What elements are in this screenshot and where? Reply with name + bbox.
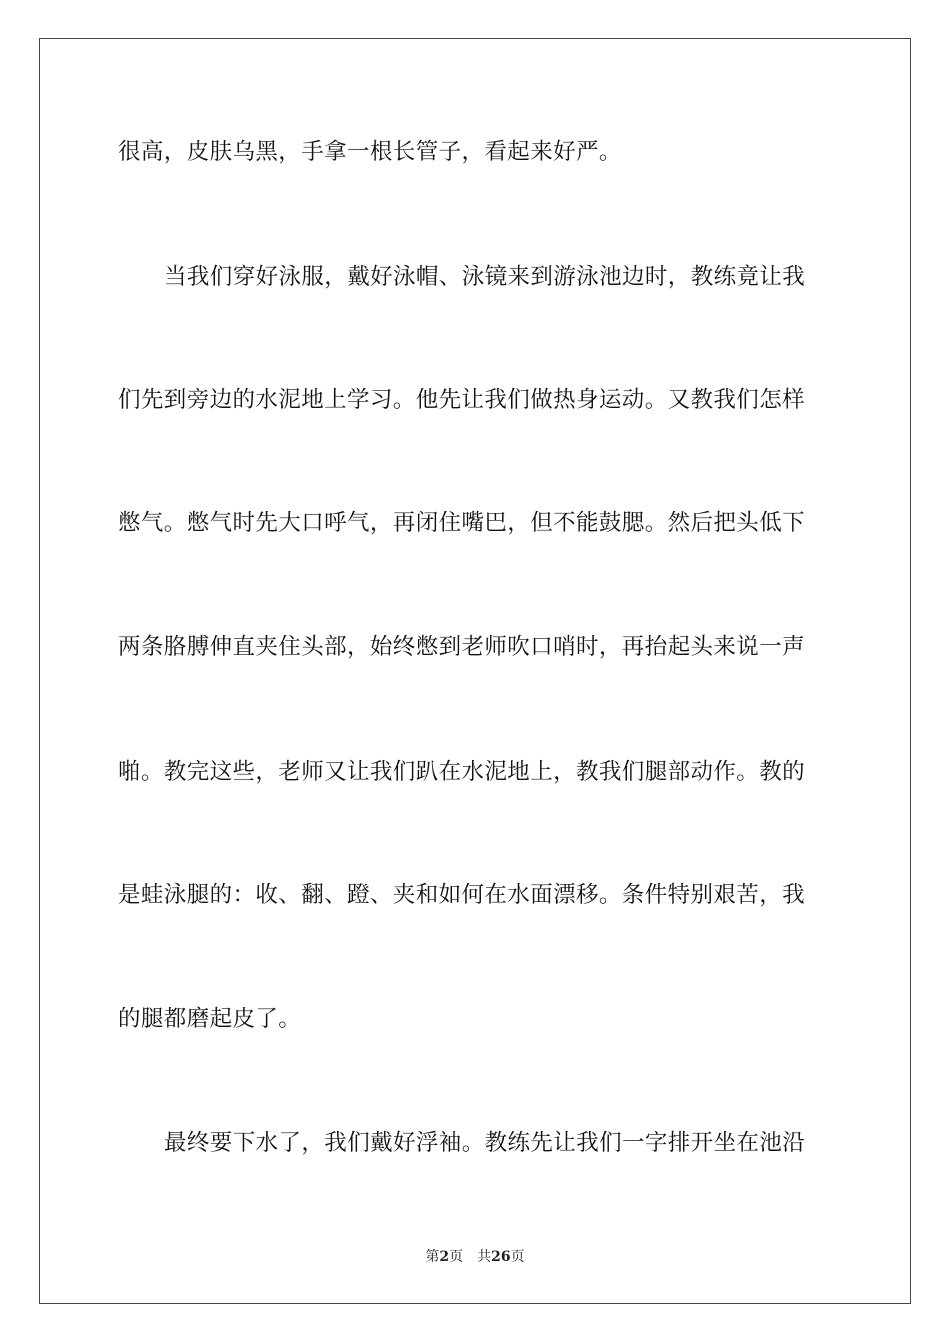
text-line: 们先到旁边的水泥地上学习。他先让我们做热身运动。又教我们怎样: [118, 387, 806, 413]
page-footer: [0, 1248, 950, 1266]
text-line: 啪。教完这些，老师又让我们趴在水泥地上，教我们腿部动作。教的: [118, 759, 806, 785]
text-line: 的腿都磨起皮了。: [118, 1006, 302, 1032]
page-border: [39, 38, 911, 1304]
text-line: 是蛙泳腿的：收、翻、蹬、夹和如何在水面漂移。条件特别艰苦，我: [118, 882, 806, 908]
text-line: 很高，皮肤乌黑，手拿一根长管子，看起来好严。: [118, 139, 622, 165]
total-prefix: 共: [477, 1249, 492, 1265]
text-line: 两条胳膊伸直夹住头部，始终憋到老师吹口哨时，再抬起头来说一声: [118, 634, 806, 660]
page-prefix: 第: [425, 1249, 440, 1265]
text-line: 当我们穿好泳服，戴好泳帽、泳镜来到游泳池边时，教练竟让我: [164, 264, 806, 290]
page-number: 2: [439, 1249, 450, 1265]
text-line: 憋气。憋气时先大口呼气，再闭住嘴巴，但不能鼓腮。然后把头低下: [118, 510, 806, 536]
total-pages: 26: [491, 1249, 511, 1265]
total-unit: 页: [510, 1249, 525, 1265]
page-unit: 页: [449, 1249, 464, 1265]
text-line: 最终要下水了，我们戴好浮袖。教练先让我们一字排开坐在池沿: [164, 1130, 806, 1156]
